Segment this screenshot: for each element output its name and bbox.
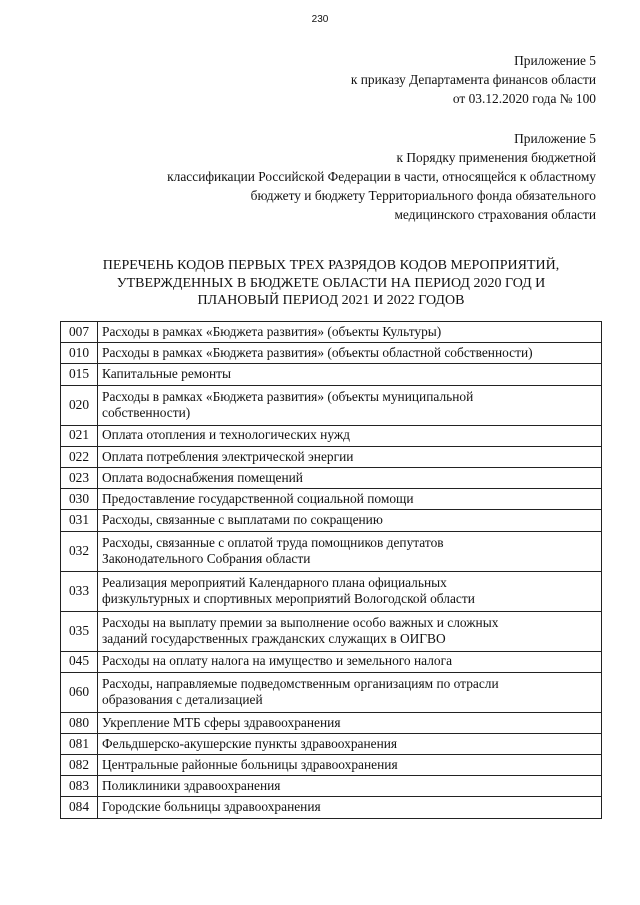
table-row xyxy=(61,385,602,425)
row-code: 081 xyxy=(61,733,98,754)
table-row xyxy=(61,797,602,818)
description-line: Оплата потребления электрической энергии xyxy=(102,448,354,464)
table-row xyxy=(61,531,602,571)
row-code: 033 xyxy=(61,571,98,611)
table-row xyxy=(61,446,602,467)
table-row xyxy=(61,611,602,651)
row-code: 045 xyxy=(61,651,98,672)
description-line: Расходы в рамках «Бюджета развития» (объекты муниципальной xyxy=(102,388,474,404)
row-code: 035 xyxy=(61,611,98,651)
table-row xyxy=(61,776,602,797)
table-row xyxy=(61,755,602,776)
description-line: Расходы на оплату налога на имущество и земельного налога xyxy=(102,653,453,669)
table-row xyxy=(61,343,602,364)
row-code: 084 xyxy=(61,797,98,818)
table-row xyxy=(61,425,602,446)
description-line: образования с детализацией xyxy=(102,692,263,708)
row-code: 007 xyxy=(61,322,98,343)
table-row xyxy=(61,364,602,385)
description-line: Городские больницы здравоохранения xyxy=(102,799,321,815)
appendix-line: Приложение 5 xyxy=(514,131,596,146)
row-description xyxy=(98,425,602,446)
table-row xyxy=(61,712,602,733)
description-line: Расходы, направляемые подведомственным организациям по отрасли xyxy=(102,675,499,691)
description-line: Капитальные ремонты xyxy=(102,366,231,382)
appendix-header-procedure xyxy=(167,129,596,224)
appendix-header-order xyxy=(351,51,596,108)
description-line: заданий государственных гражданских служащих в ОИГВО xyxy=(102,631,446,646)
appendix-line: к Порядку применения бюджетной xyxy=(396,150,596,165)
title-line: ПЕРЕЧЕНЬ КОДОВ ПЕРВЫХ ТРЕХ РАЗРЯДОВ КОДОВ МЕРОПРИЯТИЙ, xyxy=(102,258,560,273)
row-code: 032 xyxy=(61,531,98,571)
row-code: 030 xyxy=(61,489,98,510)
row-description xyxy=(98,531,602,571)
row-code: 015 xyxy=(61,364,98,385)
table-row xyxy=(61,510,602,531)
description-line: Центральные районные больницы здравоохранения xyxy=(102,756,398,772)
row-description xyxy=(98,385,602,425)
codes-table-body xyxy=(61,322,602,819)
title-line: ПЛАНОВЫЙ ПЕРИОД 2021 И 2022 ГОДОВ xyxy=(197,293,465,308)
table-row xyxy=(61,651,602,672)
description-line: Расходы, связанные с оплатой труда помощников депутатов xyxy=(102,534,444,550)
row-description xyxy=(98,651,602,672)
table-row xyxy=(61,733,602,754)
row-description xyxy=(98,611,602,651)
appendix-line: к приказу Департамента финансов области xyxy=(350,72,596,87)
table-row xyxy=(61,489,602,510)
row-description xyxy=(98,797,602,818)
row-description xyxy=(98,322,602,343)
table-row xyxy=(61,672,602,712)
row-code: 083 xyxy=(61,776,98,797)
row-code: 021 xyxy=(61,425,98,446)
appendix-line: от 03.12.2020 года № 100 xyxy=(452,91,596,106)
description-line: Оплата отопления и технологических нужд xyxy=(102,427,350,443)
appendix-line: медицинского страхования области xyxy=(394,207,596,222)
table-row xyxy=(61,322,602,343)
row-description xyxy=(98,776,602,797)
appendix-line: классификации Российской Федерации в части, относящейся к областному xyxy=(167,169,596,184)
description-line: физкультурных и спортивных мероприятий Вологодской области xyxy=(102,591,475,606)
page-number: 230 xyxy=(311,14,329,25)
description-line: Расходы на выплату премии за выполнение особо важных и сложных xyxy=(102,614,499,630)
row-code: 080 xyxy=(61,712,98,733)
row-description xyxy=(98,364,602,385)
row-description xyxy=(98,712,602,733)
row-description xyxy=(98,446,602,467)
description-line: Фельдшерско-акушерские пункты здравоохранения xyxy=(102,735,398,751)
row-description xyxy=(98,343,602,364)
document-title xyxy=(60,257,602,310)
row-description xyxy=(98,489,602,510)
row-description xyxy=(98,672,602,712)
table-row xyxy=(61,467,602,488)
description-line: Законодательного Собрания области xyxy=(102,551,311,566)
appendix-line: бюджету и бюджету Территориального фонда обязательного xyxy=(250,188,596,203)
description-line: Предоставление государственной социальной помощи xyxy=(102,490,414,506)
description-line: Оплата водоснабжения помещений xyxy=(102,469,303,485)
table-row xyxy=(61,571,602,611)
description-line: Расходы в рамках «Бюджета развития» (объекты Культуры) xyxy=(102,323,442,339)
row-description xyxy=(98,755,602,776)
title-line: УТВЕРЖДЕННЫХ В БЮДЖЕТЕ ОБЛАСТИ НА ПЕРИОД 2020 ГОД И xyxy=(116,275,546,291)
row-description xyxy=(98,467,602,488)
description-line: Расходы в рамках «Бюджета развития» (объекты областной собственности) xyxy=(102,345,533,361)
description-line: Расходы, связанные с выплатами по сокращению xyxy=(102,512,383,528)
row-code: 082 xyxy=(61,755,98,776)
description-line: Поликлиники здравоохранения xyxy=(102,778,281,794)
row-code: 031 xyxy=(61,510,98,531)
description-line: собственности) xyxy=(102,405,191,421)
description-line: Укрепление МТБ сферы здравоохранения xyxy=(102,714,341,730)
row-code: 022 xyxy=(61,446,98,467)
description-line: Реализация мероприятий Календарного плана официальных xyxy=(102,574,447,590)
row-description xyxy=(98,510,602,531)
row-code: 060 xyxy=(61,672,98,712)
row-code: 020 xyxy=(61,385,98,425)
appendix-line: Приложение 5 xyxy=(514,53,596,68)
row-description xyxy=(98,733,602,754)
row-code: 023 xyxy=(61,467,98,488)
row-description xyxy=(98,571,602,611)
codes-table xyxy=(60,321,602,819)
row-code: 010 xyxy=(61,343,98,364)
